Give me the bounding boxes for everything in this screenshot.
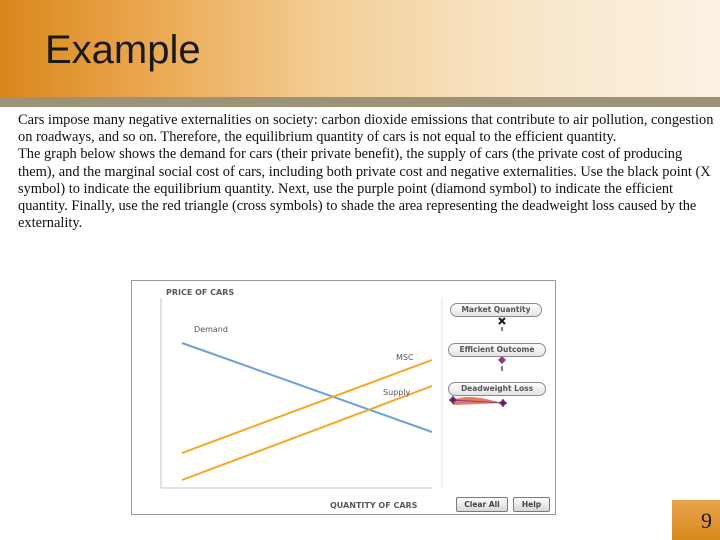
efficient-outcome-diamond-icon[interactable] <box>498 356 506 371</box>
market-quantity-x-icon[interactable] <box>499 318 505 331</box>
header-divider <box>0 97 720 107</box>
paragraph-intro: Cars impose many negative externalities on society: carbon dioxide emissions that contribute to air pollution, congestion on roadways, and so on. Therefore, the equilibrium quantity of cars is not equal to the efficient quantity. <box>18 112 714 146</box>
deadweight-loss-tool[interactable]: Deadweight Loss <box>448 382 546 396</box>
market-quantity-tool[interactable]: Market Quantity <box>450 303 542 317</box>
slide-body <box>18 112 714 232</box>
x-axis-label: QUANTITY OF CARS <box>330 501 418 510</box>
slide-header <box>0 0 720 97</box>
y-axis-label: PRICE OF CARS <box>166 288 235 297</box>
efficient-outcome-tool[interactable]: Efficient Outcome <box>448 343 546 357</box>
supply-curve-label: Supply <box>383 388 411 397</box>
header-divider-highlight <box>0 107 720 109</box>
msc-curve[interactable] <box>182 360 432 453</box>
help-button[interactable]: Help <box>513 497 550 512</box>
supply-curve[interactable] <box>182 386 432 480</box>
clear-all-button[interactable]: Clear All <box>456 497 508 512</box>
externality-graph[interactable] <box>131 280 556 515</box>
paragraph-instructions: The graph below shows the demand for cars (their private benefit), the supply of cars (the private cost of producing them), and the marginal social cost of cars, including both private cost and negative externalities. Use the black point (X symbol) to indicate the equilibrium quantity. Next, use the purple point (diamond symbol) to indicate the efficient quantity. Finally, use the red triangle (cross symbols) to shade the area representing the deadweight loss caused by the externality. <box>18 146 711 232</box>
msc-curve-label: MSC <box>396 353 414 362</box>
page-number-box <box>672 500 720 540</box>
deadweight-loss-triangle-icon[interactable] <box>449 396 507 407</box>
page-number: 9 <box>701 508 712 533</box>
demand-curve-label: Demand <box>194 325 228 334</box>
slide-title: Example <box>45 28 201 72</box>
